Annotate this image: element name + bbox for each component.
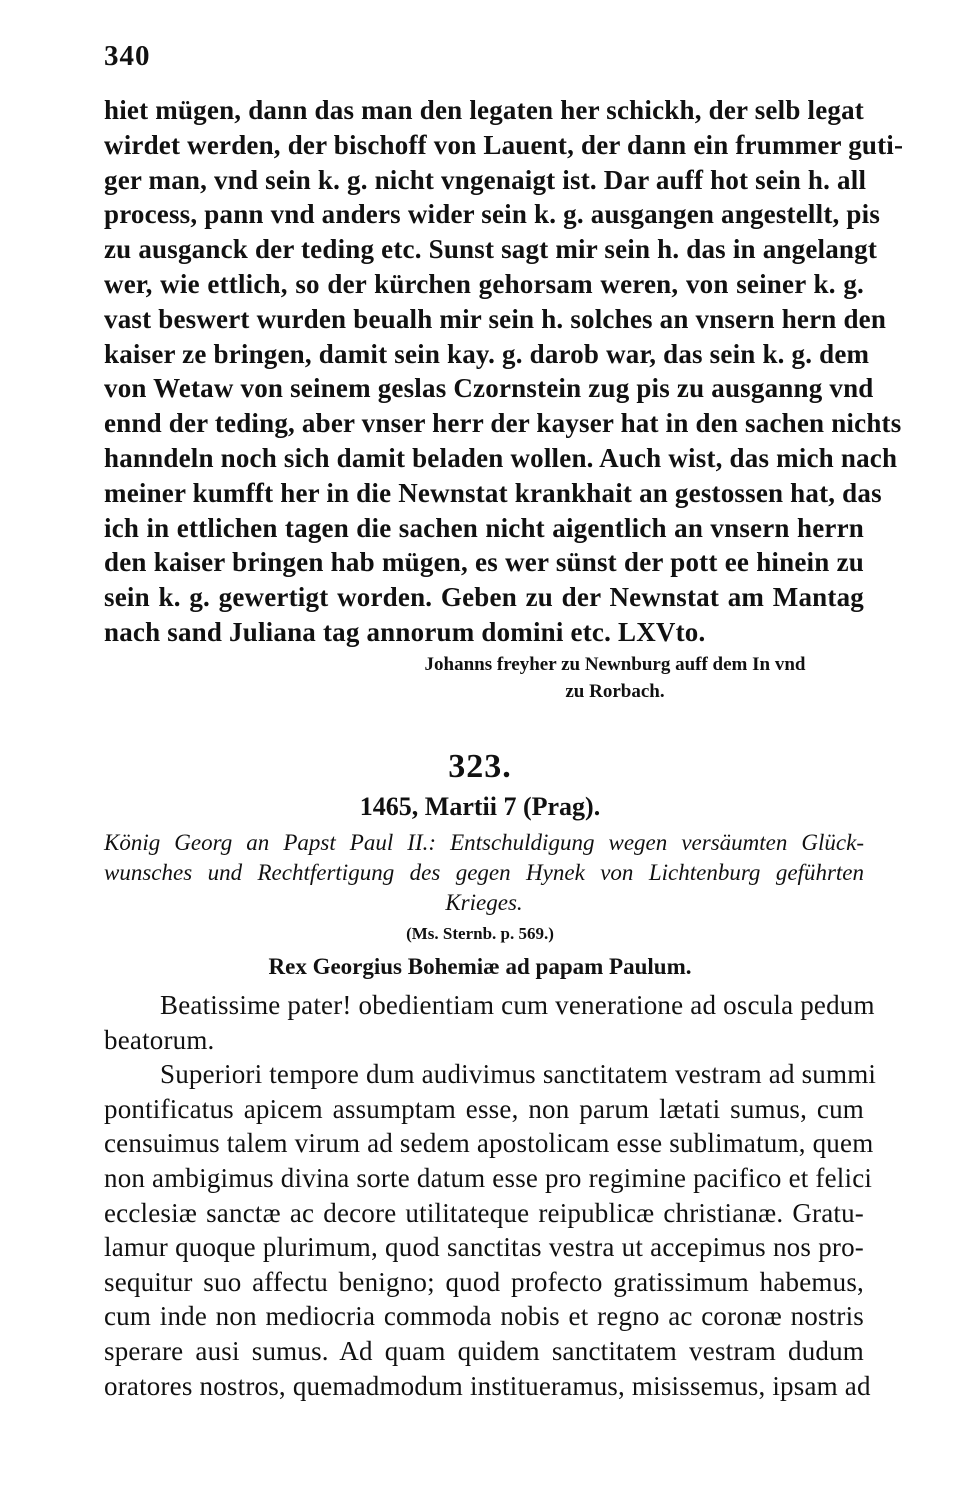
latin-letter-body (104, 988, 877, 1403)
text-line: ger man, vnd sein k. g. nicht vngenaigt ist. Dar auff hot sein h. all (104, 164, 867, 195)
text-line: hanndeln noch sich damit beladen wollen. Auch wist, das mich nach (104, 442, 898, 473)
text-line: non ambigimus divina sorte datum esse pro regimine pacifico et felici (104, 1162, 873, 1193)
text-line: process, pann vnd anders wider sein k. g. ausgangen angestellt, pis (104, 199, 881, 230)
text-line: censuimus talem virum ad sedem apostolicam esse sublimatum, quem (104, 1128, 874, 1159)
summary-line: Krieges. (445, 890, 523, 915)
text-line: wirdet werden, der bischoff von Lauent, der dann ein frummer guti- (104, 129, 904, 160)
text-line: Superiori tempore dum audivimus sanctitatem vestram ad summi (160, 1059, 877, 1090)
document-date: 1465, Martii 7 (Prag). (359, 792, 601, 821)
text-line: meiner kumfft her in die Newnstat krankhait an gestossen hat, das (104, 477, 882, 508)
document-summary (104, 828, 864, 918)
summary-line: wunsches und Rechtfertigung des gegen Hynek von Lichtenburg geführten (104, 860, 864, 885)
text-line: vast beswert wurden beualh mir sein h. solches an vnsern hern den (104, 303, 887, 334)
text-line: hiet mügen, dann das man den legaten her schickh, der selb legat (104, 95, 864, 125)
text-line: oratores nostros, quemadmodum institueramus, misissemus, ipsam ad (104, 1370, 871, 1401)
letter-address: Rex Georgius Bohemiæ ad papam Paulum. (268, 954, 692, 979)
text-line: beatorum. (104, 1024, 215, 1055)
text-line: den kaiser bringen hab mügen, es wer sünst der pott ee hinein zu (104, 547, 864, 578)
text-line: wer, wie ettlich, so der kürchen gehorsam weren, von seiner k. g. (104, 268, 864, 299)
summary-line: König Georg an Papst Paul II.: Entschuldigung wegen versäumten Glück- (104, 830, 864, 855)
text-line: ich in ettlichen tagen die sachen nicht aigentlich an vnsern herrn (104, 512, 864, 543)
text-line: ennd der teding, aber vnser herr der kayser hat in den sachen nichts (104, 408, 902, 439)
text-line: cum inde non mediocria commoda nobis et regno ac coronæ nostris (104, 1301, 864, 1332)
text-line: zu ausganck der teding etc. Sunst sagt mir sein h. das in angelangt (104, 234, 878, 265)
signature-line: Johanns freyher zu Newnburg auff dem In vnd (424, 654, 806, 675)
text-line: sein k. g. gewertigt worden. Geben zu der Newnstat am Mantag (104, 582, 864, 613)
text-line: sperare ausi sumus. Ad quam quidem sanctitatem vestram dudum (104, 1335, 864, 1366)
text-line: von Wetaw von seinem geslas Czornstein zug pis zu ausganng vnd (104, 373, 874, 404)
page-number: 340 (104, 40, 151, 72)
text-line: Beatissime pater! obedientiam cum veneratione ad oscula pedum (160, 990, 875, 1020)
letter-body (104, 93, 904, 650)
signature-line: zu Rorbach. (565, 681, 665, 702)
source-reference: (Ms. Sternb. p. 569.) (406, 924, 554, 943)
text-line: pontificatus apicem assumptam esse, non parum lætati sumus, cum (104, 1093, 864, 1124)
text-line: ecclesiæ sanctæ ac decore utilitateque reipublicæ christianæ. Gratu- (104, 1197, 864, 1228)
document-number: 323. (448, 748, 512, 785)
text-line: lamur quoque plurimum, quod sanctitas vestra ut accepimus nos pro- (104, 1232, 864, 1263)
text-line: nach sand Juliana tag annorum domini etc. LXVto. (104, 616, 706, 647)
text-line: sequitur suo affectu benigno; quod profecto gratissimum habemus, (104, 1266, 864, 1297)
text-line: kaiser ze bringen, damit sein kay. g. darob war, das sein k. g. dem (104, 338, 870, 369)
